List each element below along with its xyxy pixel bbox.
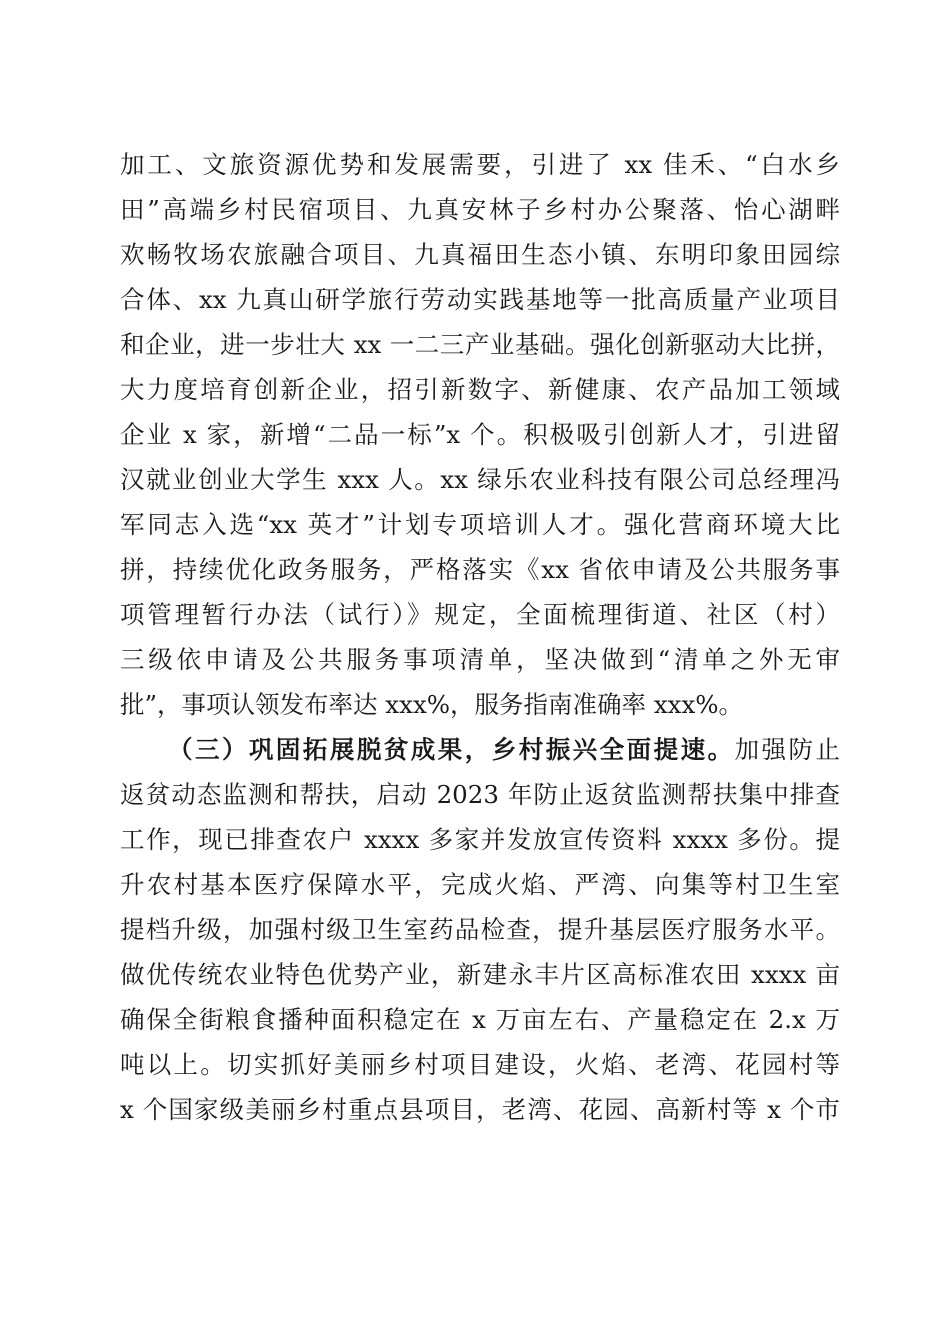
text-line: 拼，持续优化政务服务，严格落实《xx 省依申请及公共服务事 [120, 555, 840, 584]
text-line: 提档升级，加强村级卫生室药品检查，提升基层医疗服务水平。 [120, 915, 840, 944]
text-line: 企业 x 家，新增“二品一标”x 个。积极吸引创新人才，引进留 [120, 420, 840, 449]
text-line: 批”，事项认领发布率达 xxx%，服务指南准确率 xxx%。 [120, 690, 744, 719]
text-line: 大力度培育创新企业，招引新数字、新健康、农产品加工领域 [120, 375, 840, 404]
paragraph-heading-line [120, 727, 840, 772]
text-line: 返贫动态监测和帮扶，启动 2023 年防止返贫监测帮扶集中排查 [120, 780, 840, 809]
section-heading-tail: 加强防止 [734, 735, 840, 764]
text-line: 汉就业创业大学生 xxx 人。xx 绿乐农业科技有限公司总经理冯 [120, 465, 840, 494]
text-line: 项管理暂行办法（试行）》规定，全面梳理街道、社区（村） [120, 600, 840, 629]
text-line: x 个国家级美丽乡村重点县项目，老湾、花园、高新村等 x 个市 [120, 1095, 840, 1124]
text-line: 田”高端乡村民宿项目、九真安林子乡村办公聚落、怡心湖畔 [120, 195, 840, 224]
text-line: 军同志入选“xx 英才”计划专项培训人才。强化营商环境大比 [120, 510, 840, 539]
text-line: 和企业，进一步壮大 xx 一二三产业基础。强化创新驱动大比拼， [120, 330, 840, 359]
text-line: 合体、xx 九真山研学旅行劳动实践基地等一批高质量产业项目 [120, 285, 840, 314]
text-line: 工作，现已排查农户 xxxx 多家并发放宣传资料 xxxx 多份。提 [120, 825, 840, 854]
text-line: 吨以上。切实抓好美丽乡村项目建设，火焰、老湾、花园村等 [120, 1050, 840, 1079]
paragraph-rural-revitalization [120, 727, 840, 1132]
text-line: 做优传统农业特色优势产业，新建永丰片区高标准农田 xxxx 亩 [120, 960, 840, 989]
body-text [120, 142, 840, 1132]
section-heading: （三）巩固拓展脱贫成果，乡村振兴全面提速。 [168, 735, 735, 764]
paragraph-industry-projects [120, 142, 840, 727]
text-line: 升农村基本医疗保障水平，完成火焰、严湾、向集等村卫生室 [120, 870, 840, 899]
text-line: 确保全街粮食播种面积稳定在 x 万亩左右、产量稳定在 2.x 万 [120, 1005, 840, 1034]
text-line: 加工、文旅资源优势和发展需要，引进了 xx 佳禾、“白水乡 [120, 150, 840, 179]
text-line: 欢畅牧场农旅融合项目、九真福田生态小镇、东明印象田园综 [120, 240, 840, 269]
text-line: 三级依申请及公共服务事项清单，坚决做到“清单之外无审 [120, 645, 840, 674]
